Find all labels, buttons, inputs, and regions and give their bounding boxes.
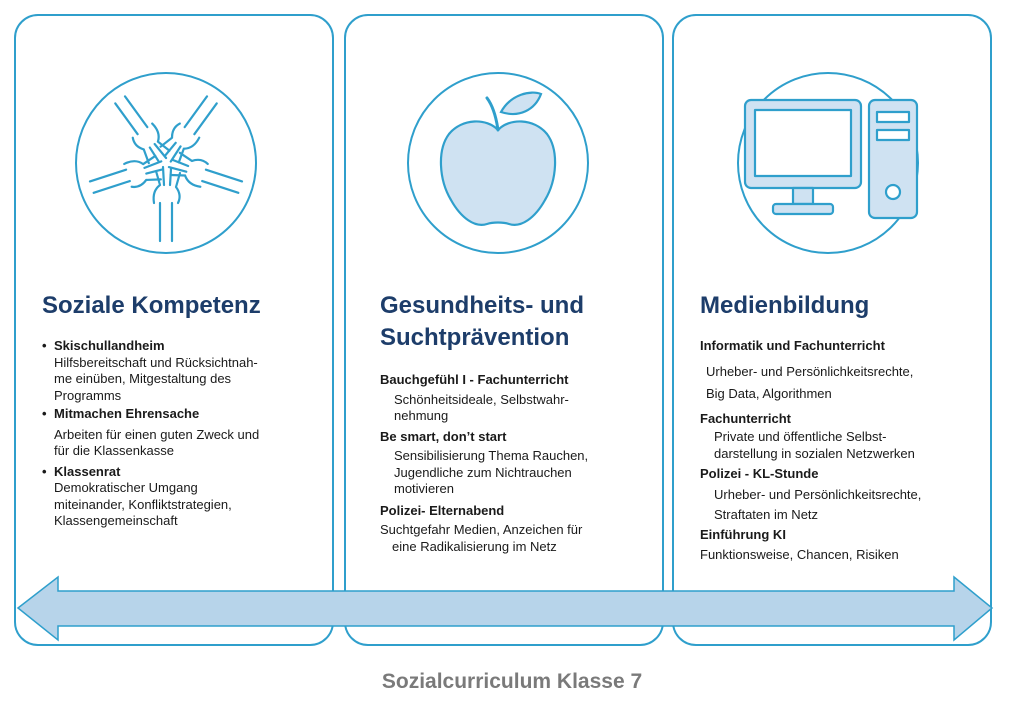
desc-line: nehmung — [394, 408, 449, 423]
list-item — [42, 338, 322, 404]
desc-line: Klassengemeinschaft — [54, 513, 178, 528]
title-line: Gesundheits- und — [380, 292, 584, 319]
list-item — [380, 503, 660, 556]
item-head: • Skischullandheim — [42, 338, 322, 355]
desc-line: me einüben, Mitgestaltung des — [54, 371, 232, 386]
panel-list — [42, 338, 322, 530]
panel-list — [380, 372, 660, 555]
desc-line: Schönheitsideale, Selbstwahr- — [394, 391, 569, 407]
item-desc — [380, 392, 660, 425]
desc-line: motivieren — [394, 481, 454, 496]
desc-line: Hilfsbereitschaft und Rücksichtnah- — [54, 354, 258, 370]
panel-title — [380, 290, 584, 354]
item-desc — [700, 485, 982, 525]
desc-line: Urheber- und Persönlichkeitsrechte, — [706, 363, 914, 379]
list-item — [380, 429, 660, 498]
desc-line: Funktionsweise, Chancen, Risiken — [700, 547, 899, 562]
list-item — [700, 527, 982, 564]
item-head: • Klassenrat — [42, 464, 322, 481]
item-head: Polizei - KL-Stunde — [700, 466, 819, 481]
item-desc — [700, 429, 982, 462]
item-head: Fachunterricht — [700, 410, 792, 426]
list-item — [380, 372, 660, 425]
desc-line: Arbeiten für einen guten Zweck und — [54, 426, 260, 442]
item-head: Polizei- Elternabend — [380, 502, 505, 518]
item-head: Informatik und Fachunterricht — [700, 338, 885, 353]
desc-line: Demokratischer Umgang — [54, 480, 198, 495]
panel-list — [700, 338, 982, 564]
desc-line: Urheber- und Persönlichkeitsrechte, — [714, 486, 922, 502]
desc-line: eine Radikalisierung im Netz — [392, 538, 557, 554]
item-head: Einführung KI — [700, 526, 786, 542]
desc-line: miteinander, Konfliktstrategien, — [54, 496, 232, 512]
desc-line: Programms — [54, 387, 122, 403]
desc-line: Private und öffentliche Selbst- — [714, 429, 887, 444]
list-item — [42, 464, 322, 530]
computer-icon — [737, 72, 919, 254]
desc-line: Straftaten im Netz — [714, 506, 819, 522]
desc-line: Suchtgefahr Medien, Anzeichen für — [380, 522, 583, 537]
item-desc — [42, 480, 322, 530]
list-item — [700, 466, 982, 525]
item-head: • Mitmachen Ehrensache — [42, 406, 322, 423]
desc-line: darstellung in sozialen Netzwerken — [714, 445, 915, 461]
item-desc — [42, 427, 322, 460]
item-desc — [700, 361, 982, 405]
list-item — [700, 338, 982, 405]
desc-line: Sensibilisierung Thema Rauchen, — [394, 448, 589, 463]
item-head: Be smart, don’t start — [380, 428, 507, 444]
item-desc — [42, 355, 322, 405]
desc-line: Big Data, Algorithmen — [706, 385, 832, 401]
item-head: Bauchgefühl I - Fachunterricht — [380, 372, 569, 387]
title-line: Suchtprävention — [380, 324, 570, 351]
panel-title: Soziale Kompetenz — [42, 292, 261, 319]
list-item — [700, 411, 982, 463]
list-item — [42, 406, 322, 460]
item-desc — [380, 448, 660, 498]
apple-icon — [407, 72, 589, 254]
hands-circle-icon — [75, 72, 257, 254]
panel-title: Medienbildung — [700, 292, 870, 319]
item-desc — [700, 547, 982, 564]
item-desc — [380, 522, 660, 555]
footer-caption: Sozialcurriculum Klasse 7 — [381, 670, 643, 693]
desc-line: für die Klassenkasse — [54, 443, 174, 458]
desc-line: Jugendliche zum Nichtrauchen — [394, 464, 572, 480]
